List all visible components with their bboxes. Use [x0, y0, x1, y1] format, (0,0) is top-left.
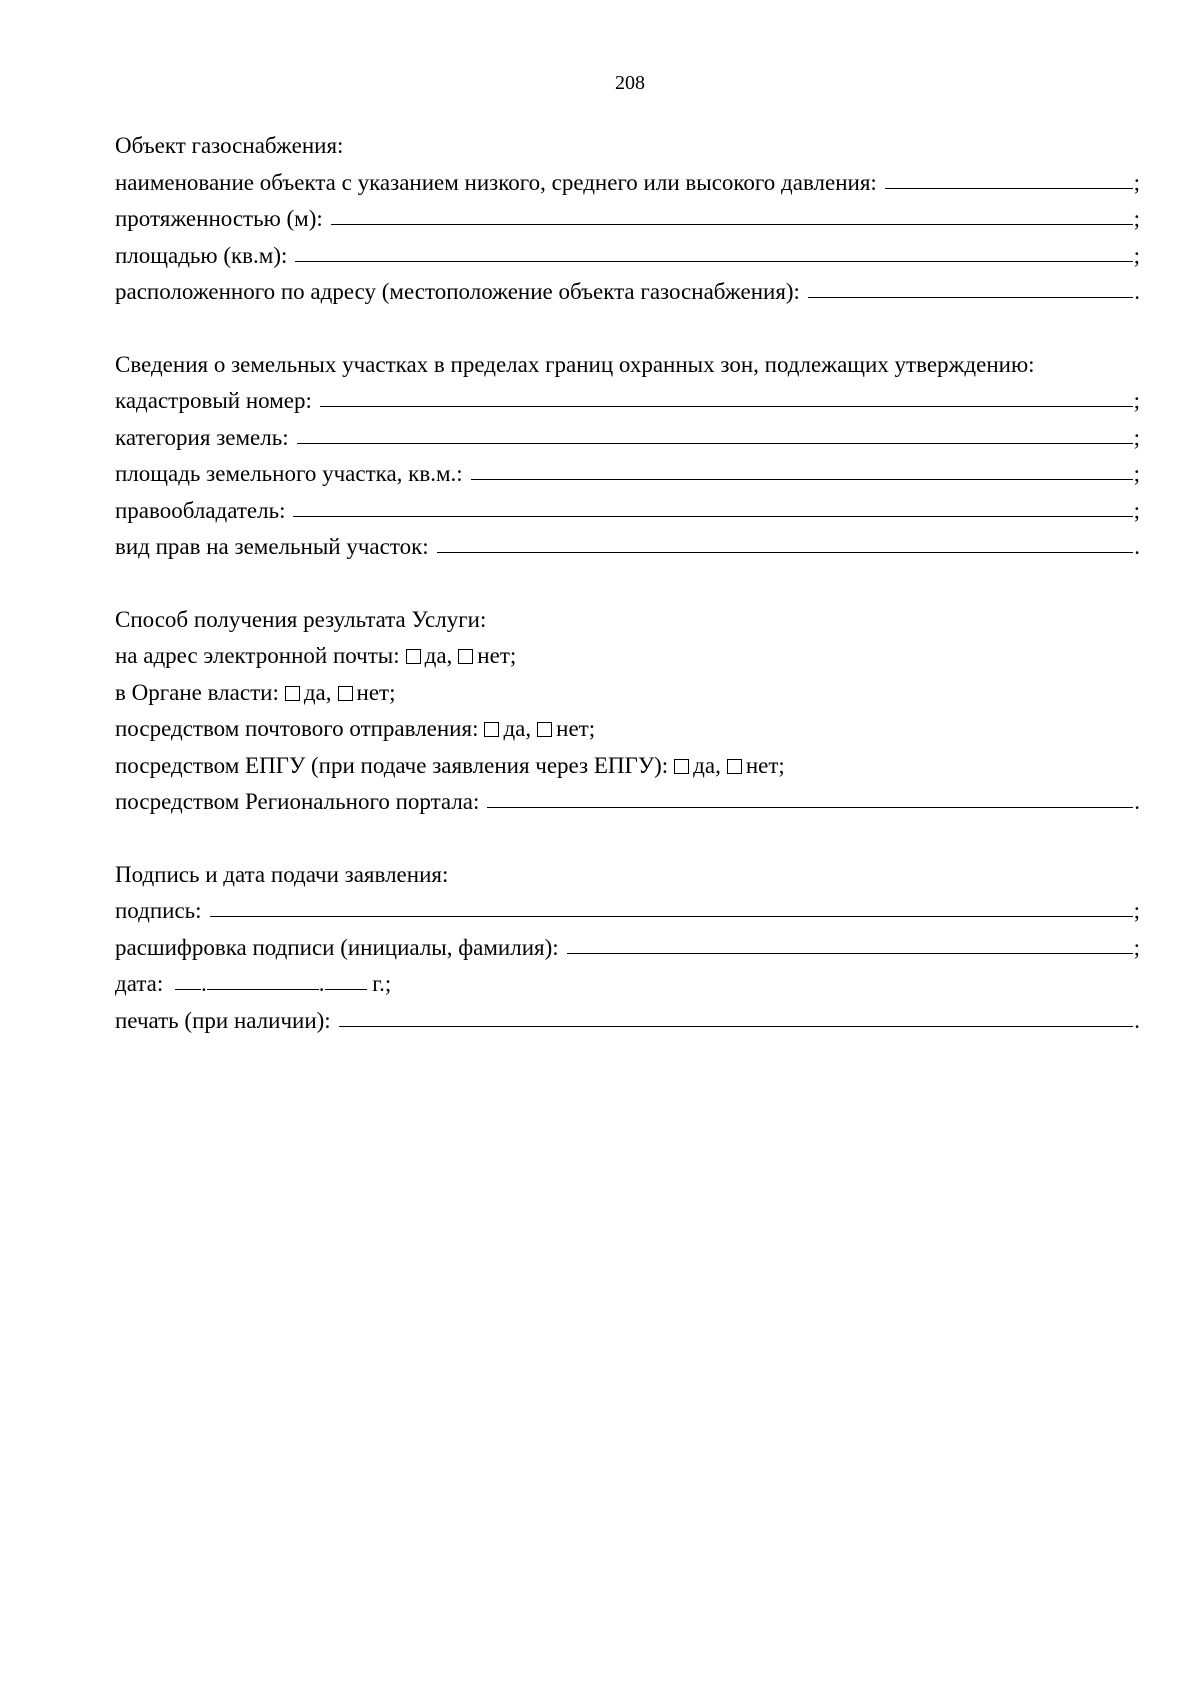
land-plots-section: [115, 347, 1140, 566]
signature-section: [115, 857, 1140, 1040]
date-label: дата:: [115, 971, 164, 996]
land-category-label: категория земель:: [115, 424, 289, 450]
gas-object-section: [115, 128, 1140, 311]
area-row: площадью (кв.м): ;: [115, 238, 1140, 275]
signature-decoding-row: расшифровка подписи (инициалы, фамилия): ;: [115, 930, 1140, 967]
land-category-field[interactable]: [297, 419, 1133, 444]
address-field[interactable]: [808, 273, 1133, 298]
date-year-field[interactable]: [325, 967, 367, 990]
signature-row: подпись: ;: [115, 893, 1140, 930]
signature-label: подпись:: [115, 898, 202, 923]
plot-area-row: площадь земельного участка, кв.м.: ;: [115, 456, 1140, 493]
signature-heading: Подпись и дата подачи заявления:: [115, 861, 449, 887]
signature-decoding-field[interactable]: [567, 929, 1133, 954]
signature-field[interactable]: [210, 892, 1133, 917]
delivery-option-label: посредством ЕПГУ (при подаче заявления через ЕПГУ):: [115, 752, 669, 778]
delivery-option-label: посредством почтового отправления:: [115, 716, 479, 741]
address-row: расположенного по адресу (местоположение объекта газоснабжения): .: [115, 274, 1140, 311]
plot-area-field[interactable]: [471, 455, 1133, 480]
cadastral-number-row: кадастровый номер: ;: [115, 383, 1140, 420]
page-number: 208: [615, 72, 645, 94]
cadastral-number-label: кадастровый номер:: [115, 388, 312, 413]
no-checkbox[interactable]: [727, 759, 742, 774]
rightholder-label: правообладатель:: [115, 497, 286, 523]
no-checkbox[interactable]: [338, 686, 353, 701]
application-form: [115, 128, 1140, 1075]
address-label: расположенного по адресу (местоположение объекта газоснабжения):: [115, 279, 800, 304]
delivery-option-authority: в Органе власти: да, нет;: [115, 679, 396, 705]
object-name-field[interactable]: [885, 164, 1133, 189]
rightholder-field[interactable]: [293, 492, 1132, 517]
length-field[interactable]: [331, 200, 1133, 225]
object-name-label: наименование объекта с указанием низкого, среднего или высокого давления:: [115, 169, 877, 195]
no-checkbox[interactable]: [537, 722, 552, 737]
yes-checkbox[interactable]: [674, 759, 689, 774]
rightholder-row: правообладатель: ;: [115, 493, 1140, 530]
regional-portal-row: посредством Регионального портала: .: [115, 784, 1140, 821]
delivery-heading: Способ получения результата Услуги:: [115, 606, 487, 632]
object-name-row: наименование объекта с указанием низкого, среднего или высокого давления: ;: [115, 165, 1140, 202]
delivery-option-epgu: посредством ЕПГУ (при подаче заявления через ЕПГУ): да, нет;: [115, 752, 785, 778]
rights-type-field[interactable]: [437, 528, 1134, 553]
date-row: дата: . . г.;: [115, 966, 1140, 1003]
delivery-option-label: в Органе власти:: [115, 679, 279, 705]
land-plots-heading: Сведения о земельных участках в пределах границ охранных зон, подлежащих утверждению:: [115, 351, 1035, 377]
yes-checkbox[interactable]: [406, 649, 421, 664]
delivery-section: [115, 602, 1140, 821]
no-checkbox[interactable]: [458, 649, 473, 664]
date-day-field[interactable]: [175, 967, 201, 990]
rights-type-label: вид прав на земельный участок:: [115, 534, 429, 559]
delivery-option-label: на адрес электронной почты:: [115, 643, 400, 668]
signature-decoding-label: расшифровка подписи (инициалы, фамилия):: [115, 934, 559, 960]
delivery-option-mail: посредством почтового отправления: да, нет;: [115, 716, 596, 741]
land-category-row: категория земель: ;: [115, 420, 1140, 457]
rights-type-row: вид прав на земельный участок: .: [115, 529, 1140, 566]
delivery-option-email: на адрес электронной почты: да, нет;: [115, 643, 517, 668]
gas-object-heading: Объект газоснабжения:: [115, 133, 344, 158]
area-label: площадью (кв.м):: [115, 242, 288, 268]
cadastral-number-field[interactable]: [320, 382, 1133, 407]
plot-area-label: площадь земельного участка, кв.м.:: [115, 461, 463, 486]
stamp-field[interactable]: [339, 1002, 1134, 1027]
regional-portal-field[interactable]: [487, 783, 1133, 808]
yes-checkbox[interactable]: [484, 722, 499, 737]
stamp-row: печать (при наличии): .: [115, 1003, 1140, 1040]
stamp-label: печать (при наличии):: [115, 1007, 331, 1033]
date-suffix: г.;: [372, 971, 392, 996]
length-label: протяженностью (м):: [115, 206, 323, 231]
date-month-field[interactable]: [207, 967, 319, 990]
regional-portal-label: посредством Регионального портала:: [115, 789, 480, 814]
area-field[interactable]: [295, 237, 1132, 262]
length-row: протяженностью (м): ;: [115, 201, 1140, 238]
yes-checkbox[interactable]: [285, 686, 300, 701]
